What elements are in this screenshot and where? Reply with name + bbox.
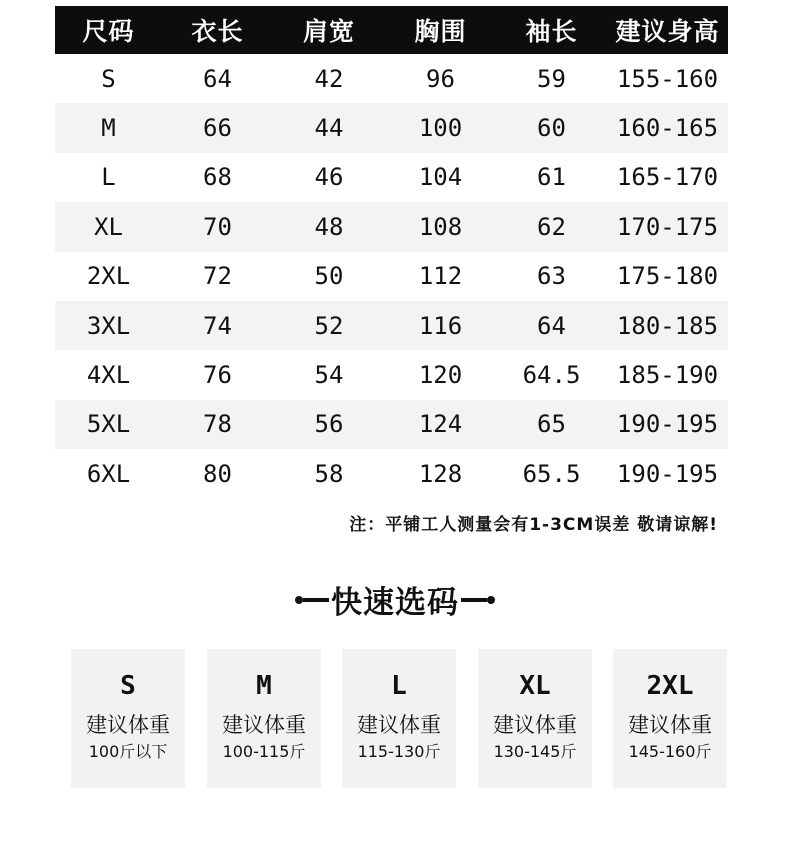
- cell-sleeve: 64: [537, 311, 566, 340]
- card-weight-range: 115-130斤: [357, 742, 441, 761]
- table-row: [55, 449, 728, 498]
- size-card-2xl: [613, 649, 727, 788]
- header-chest: 胸围: [414, 17, 467, 46]
- cell-height: 165-170: [616, 163, 719, 192]
- header-size: 尺码: [82, 17, 135, 46]
- cell-sleeve: 65: [537, 410, 566, 439]
- cell-shoulder: 44: [314, 114, 344, 143]
- cell-size: 3XL: [86, 311, 131, 340]
- size-chart-table: [55, 6, 728, 499]
- cell-size: XL: [94, 212, 123, 241]
- cell-height: 190-195: [616, 410, 719, 439]
- size-card-m: [207, 649, 321, 788]
- cell-shoulder: 56: [314, 410, 344, 439]
- header-shoulder: 肩宽: [302, 17, 355, 46]
- header-height: 建议身高: [615, 17, 720, 46]
- cell-size: L: [101, 163, 116, 192]
- card-weight-range: 100斤以下: [88, 742, 168, 761]
- card-size: XL: [519, 671, 551, 701]
- card-size: S: [120, 671, 136, 701]
- cell-chest: 124: [418, 410, 463, 439]
- card-label: 建议体重: [493, 713, 577, 737]
- cell-sleeve: 59: [537, 64, 566, 93]
- card-label: 建议体重: [86, 713, 170, 737]
- cell-length: 70: [203, 212, 232, 241]
- cell-sleeve: 63: [537, 262, 566, 291]
- cell-sleeve: 64.5: [522, 361, 581, 390]
- cell-height: 175-180: [616, 262, 719, 291]
- cell-shoulder: 58: [314, 459, 344, 488]
- table-row: [55, 400, 728, 449]
- table-row: [55, 301, 728, 350]
- cell-sleeve: 60: [537, 114, 566, 143]
- cell-chest: 120: [418, 361, 463, 390]
- card-weight-range: 130-145斤: [493, 742, 577, 761]
- cell-chest: 104: [418, 163, 463, 192]
- card-size: M: [256, 671, 272, 701]
- cell-chest: 96: [426, 64, 455, 93]
- cell-length: 66: [203, 114, 232, 143]
- cell-length: 64: [203, 64, 232, 93]
- table-row: [55, 54, 728, 103]
- cell-length: 80: [203, 459, 232, 488]
- size-card-l: [342, 649, 456, 788]
- cell-sleeve: 65.5: [522, 459, 581, 488]
- size-chart-header-row: [55, 6, 728, 54]
- cell-height: 155-160: [616, 64, 719, 93]
- measurement-note: 注：平铺工人测量会有1-3CM误差 敬请谅解!: [349, 515, 718, 535]
- cell-height: 185-190: [616, 361, 719, 390]
- card-weight-range: 100-115斤: [222, 742, 306, 761]
- card-label: 建议体重: [628, 713, 712, 737]
- cell-chest: 100: [418, 114, 463, 143]
- card-label: 建议体重: [357, 713, 441, 737]
- card-size: L: [391, 671, 407, 701]
- cell-length: 72: [203, 262, 232, 291]
- cell-shoulder: 46: [314, 163, 344, 192]
- cell-chest: 116: [418, 311, 463, 340]
- cell-length: 78: [203, 410, 232, 439]
- card-size: 2XL: [646, 671, 694, 701]
- cell-shoulder: 52: [314, 311, 344, 340]
- table-row: [55, 153, 728, 202]
- cell-height: 190-195: [616, 459, 719, 488]
- cell-shoulder: 42: [314, 64, 344, 93]
- quick-select-cards: [71, 649, 727, 788]
- cell-size: M: [101, 114, 116, 143]
- cell-height: 160-165: [616, 114, 719, 143]
- card-label: 建议体重: [222, 713, 306, 737]
- right-dash-ornament: [461, 596, 495, 604]
- cell-sleeve: 61: [537, 163, 566, 192]
- cell-length: 74: [203, 311, 232, 340]
- left-dash-ornament: [295, 596, 329, 604]
- table-row: [55, 252, 728, 301]
- cell-shoulder: 50: [314, 262, 344, 291]
- cell-size: 6XL: [86, 459, 131, 488]
- cell-length: 76: [203, 361, 232, 390]
- cell-size: 2XL: [86, 262, 131, 291]
- card-weight-range: 145-160斤: [628, 742, 712, 761]
- cell-height: 170-175: [616, 212, 719, 241]
- quick-select-heading: [0, 577, 790, 622]
- cell-length: 68: [203, 163, 232, 192]
- cell-chest: 112: [418, 262, 463, 291]
- quick-select-title: 快速选码: [331, 585, 459, 621]
- cell-chest: 128: [418, 459, 463, 488]
- cell-shoulder: 54: [314, 361, 344, 390]
- table-row: [55, 103, 728, 152]
- cell-chest: 108: [418, 212, 463, 241]
- cell-size: S: [101, 64, 116, 93]
- table-row: [55, 202, 728, 251]
- size-card-xl: [478, 649, 592, 788]
- cell-shoulder: 48: [314, 212, 344, 241]
- header-length: 衣长: [191, 17, 244, 46]
- cell-sleeve: 62: [537, 212, 566, 241]
- table-row: [55, 350, 728, 399]
- size-card-s: [71, 649, 185, 788]
- cell-size: 4XL: [86, 361, 131, 390]
- cell-height: 180-185: [616, 311, 719, 340]
- header-sleeve: 袖长: [525, 17, 578, 46]
- cell-size: 5XL: [86, 410, 131, 439]
